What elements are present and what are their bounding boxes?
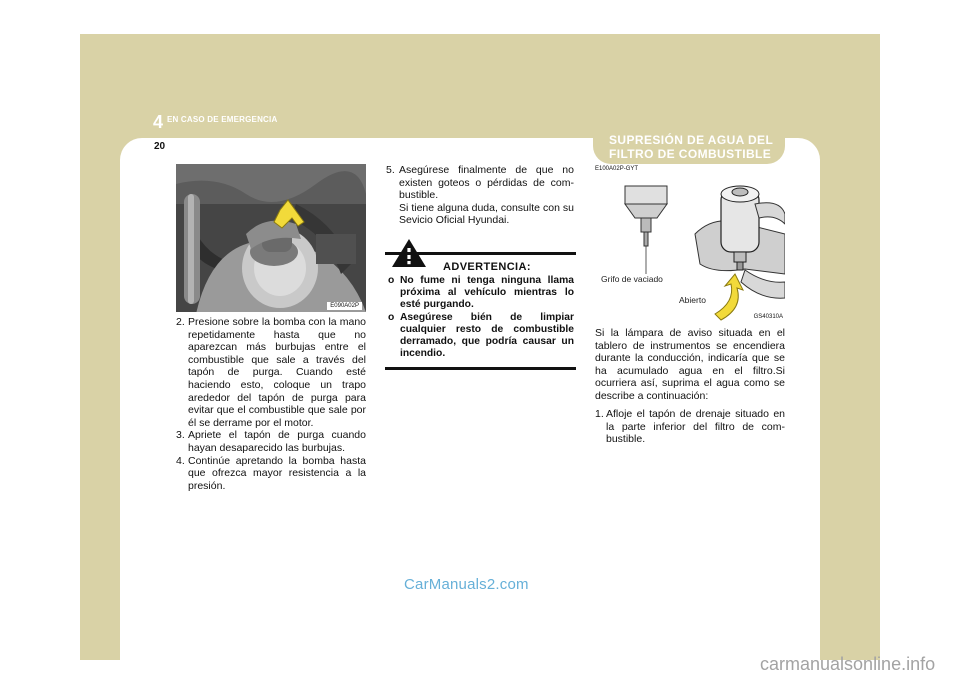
right-paragraph: Si la lámpara de aviso situada en el tablero de instrumentos se encendiera durante la conducción, indicaría que se ha acumulado agua en el filtro.Si ocurriera así, suprima el agua como se describe a continuación: — [595, 327, 785, 402]
warning-item — [387, 312, 574, 360]
watermark-center: CarManuals2.com — [404, 576, 529, 593]
section-title-line2: FILTRO DE COMBUSTIBLE — [609, 146, 772, 161]
drain-valve-label: Grifo de vaciado — [601, 274, 663, 284]
list-item — [176, 429, 366, 454]
list-item — [595, 408, 785, 446]
list-item — [176, 455, 366, 493]
step-text: Presione sobre la bomba con la mano repetidamente hasta que no aparezcan más burbujas entre el combustible que sale a través del tapón de purga. Cuando esté haciendo esto, coloque un trapo arededor del tapón de purga para evitar que el combustible que sale por él se derrame por el motor. — [188, 316, 366, 429]
step-text: Afloje el tapón de drenaje situado en la parte inferior del filtro de com- bustible. — [606, 408, 785, 446]
step-number: 1. — [595, 408, 604, 420]
warning-title: ADVERTENCIA: — [443, 261, 531, 273]
step-number: 3. — [176, 429, 185, 442]
warning-bullet: o — [388, 275, 395, 286]
step-number: 5. — [386, 164, 395, 176]
step-text: Asegúrese finalmente de que no existen goteos o pérdidas de com- bustible. — [399, 164, 574, 202]
page-number: 20 — [154, 141, 166, 152]
open-direction-label: Abierto — [679, 295, 706, 305]
left-steps — [176, 316, 366, 492]
list-item — [176, 316, 366, 429]
step-text: Continúe apretando la bomba hasta que ofrezca mayor resistencia a la presión. — [188, 454, 366, 492]
section-title-line1: SUPRESIÓN DE AGUA DEL — [609, 133, 774, 147]
warning-box — [385, 252, 576, 370]
diagram-figure-code: GS40310A — [753, 314, 783, 320]
fuel-filter-diagram — [595, 174, 785, 322]
warning-text: Asegúrese bién de limpiar cualquier resto de combustible derramado, que podría causar un incendio. — [400, 312, 574, 359]
list-item — [386, 164, 574, 227]
middle-steps — [386, 164, 574, 227]
chapter-title: EN CASO DE EMERGENCIA — [167, 115, 278, 124]
warning-text: No fume ni tenga ninguna llama próxima al vehículo mientras lo esté purgando. — [400, 275, 574, 310]
watermark-footer: carmanualsonline.info — [760, 654, 936, 674]
right-steps — [595, 408, 785, 446]
chapter-number: 4 — [153, 112, 164, 132]
section-title — [593, 130, 785, 164]
step-text-note: Si tiene alguna duda, consulte con su Sevicio Oficial Hyundai. — [399, 201, 574, 227]
warning-bullet: o — [388, 312, 395, 323]
step-number: 4. — [176, 454, 185, 467]
engine-photo — [176, 164, 366, 312]
photo-figure-code: E090A02P — [327, 302, 362, 310]
step-text: Apriete el tapón de purga cuando hayan desaparecido las burbujas. — [188, 429, 366, 454]
section-code: E100A02P-GYT — [595, 166, 639, 172]
step-number: 2. — [176, 316, 185, 328]
warning-item — [387, 275, 574, 311]
